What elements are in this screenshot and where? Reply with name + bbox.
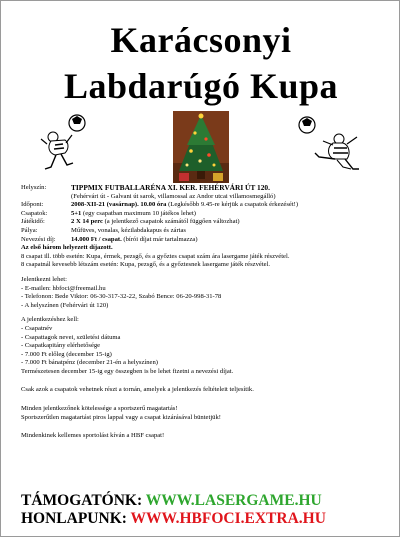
playtime-row xyxy=(21,218,391,227)
playtime-label: Játékidő: xyxy=(21,218,45,226)
sponsor-line xyxy=(21,492,322,509)
venue-value: TIPPMIX FUTBALLARÉNA XI. KER. FEHÉRVÁRI ÚT 120. xyxy=(71,183,270,192)
fee-note: (bírói díjat már tartalmazza) xyxy=(123,235,198,243)
contact-phone: - Telefonon: Bede Viktor: 06-30-317-32-22, Szabó Bence: 06-20-998-31-78 xyxy=(21,293,222,301)
event-details xyxy=(21,184,391,441)
requirement-item: - 7.000 Ft bánatpénz (december 21-én a helyszínen) xyxy=(21,359,158,367)
website-line xyxy=(21,510,326,527)
teams-row xyxy=(21,210,391,219)
fee-row xyxy=(21,236,391,245)
christmas-tree-icon xyxy=(173,111,229,183)
teams-label: Csapatok: xyxy=(21,209,48,217)
requirement-item: - Csapatnév xyxy=(21,324,53,332)
title-line-1: Karácsonyi xyxy=(110,20,292,60)
soccer-player-right-icon xyxy=(297,113,363,179)
playtime-note: (a jelentkező csapatok számától függően változhat) xyxy=(104,218,240,226)
soccer-player-left-icon xyxy=(39,113,101,179)
greeting: Mindenkinek kellemes sportolást kíván a HBF csapat! xyxy=(21,432,165,440)
fee-label: Nevezési díj: xyxy=(21,235,56,243)
date-label: Időpont: xyxy=(21,201,44,209)
requirement-item: - Csapattagok nevei, születési dátuma xyxy=(21,333,121,341)
sponsor-link[interactable]: WWW.LASERGAME.HU xyxy=(145,492,322,509)
website-link[interactable]: WWW.HBFOCI.EXTRA.HU xyxy=(130,510,326,527)
requirement-item: - Csapatkapitány elérhetősége xyxy=(21,342,101,350)
website-label: HONLAPUNK: xyxy=(21,510,127,527)
prizes-heading: Az első három helyezett díjazott. xyxy=(21,244,113,252)
contact-email[interactable]: - E-mailen: hbfoci@freemail.hu xyxy=(21,284,106,292)
date-value: 2008-XII-21 (vasárnap). 10.00 óra xyxy=(71,201,167,209)
eligibility-notice: Csak azok a csapatok vehetnek részt a tornán, amelyek a jelentkezés feltételeit teljesítik. xyxy=(21,386,254,394)
conduct-notice: Minden jelentkezőnek kötelessége a sportszerű magatartás! xyxy=(21,405,178,413)
contact-inperson: - A helyszínen (Fehérvári út 120) xyxy=(21,301,109,309)
fee-value: 14.000 Ft / csapat. xyxy=(71,235,122,243)
playtime-value: 2 X 14 perc xyxy=(71,218,103,226)
venue-note: (Fehérvári út - Galvani út sarok, villamossal az Andor utcai villamosmegálló) xyxy=(71,192,276,200)
requirements-note: Természetesen december 15-ig egy összegben is be lehet fizetni a nevezési díjat. xyxy=(21,367,234,375)
venue-row xyxy=(21,184,391,193)
prizes-line-2: 8 csapatnál kevesebb létszám esetén: Kupa, pezsgő, és a győztesnek lasergame játék részvétel. xyxy=(21,261,271,269)
sponsor-label: TÁMOGATÓNK: xyxy=(21,492,143,509)
pitch-value: Műfüves, vonalas, kézilabdakapus és zártas xyxy=(71,226,186,234)
venue-label: Helyszín: xyxy=(21,184,47,191)
date-note: (Legkésőbb 9.45-re kérjük a csapatok érkezését!) xyxy=(168,201,299,209)
requirement-item: - 7.000 Ft előleg (december 15-ig) xyxy=(21,350,112,358)
teams-note: (egy csapatban maximum 10 játékos lehet) xyxy=(83,209,196,217)
contact-heading: Jelentkezni lehet: xyxy=(21,275,67,283)
requirements-heading: A jelentkezéshez kell: xyxy=(21,316,79,324)
pitch-row xyxy=(21,227,391,236)
penalty-notice: Sportszerűtlen magatartást piros lappal vagy a csapat kizárásával büntetjük! xyxy=(21,413,221,421)
prizes-line-1: 8 csapat ill. több esetén: Kupa, érmek, pezsgő, és a győztes csapat szám ára lasergame játék részvétel. xyxy=(21,252,290,260)
title-line-2: Labdarúgó Kupa xyxy=(63,66,339,106)
teams-value: 5+1 xyxy=(71,209,82,217)
pitch-label: Pálya: xyxy=(21,226,38,234)
date-row xyxy=(21,201,391,210)
